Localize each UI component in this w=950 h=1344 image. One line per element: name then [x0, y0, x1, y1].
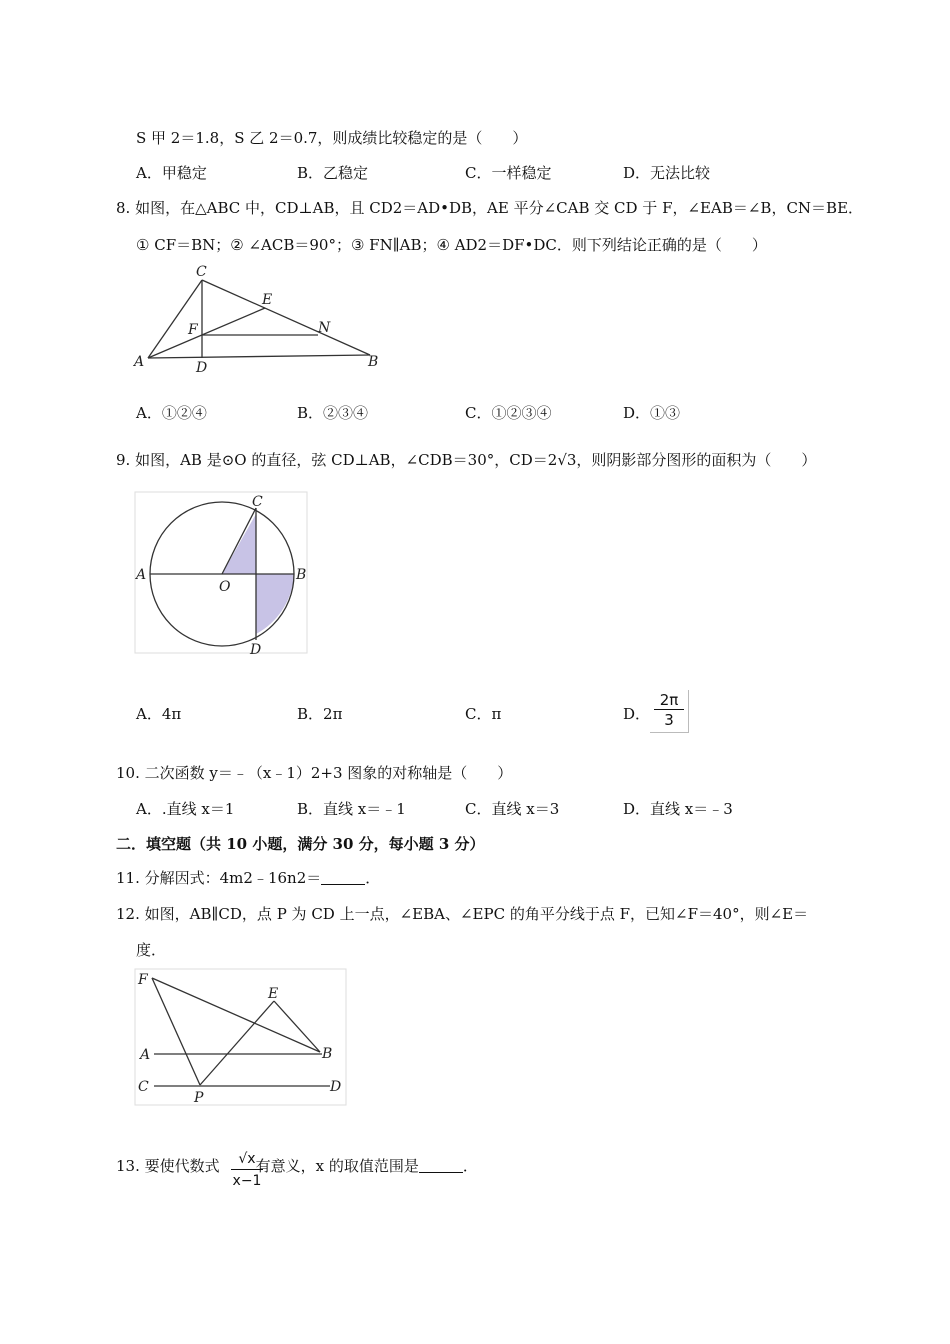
- q13-fraction-numerator: √x: [231, 1149, 263, 1170]
- q8-label-b: B: [368, 354, 379, 370]
- q7-option-c: C．一样稳定: [465, 164, 552, 182]
- q10-option-c: C．直线 x＝3: [465, 800, 560, 818]
- q10-number: 10.: [116, 764, 140, 782]
- q9-label-a: A: [136, 567, 147, 583]
- q8-segment-ab: [148, 355, 370, 358]
- q12-figure-frame: [135, 969, 346, 1105]
- q12-label-d: D: [330, 1079, 342, 1095]
- q10-stem: 二次函数 y＝﹣（x﹣1）2+3 图象的对称轴是（ ）: [144, 764, 513, 782]
- q9-shaded-sector: [256, 574, 294, 634]
- q9-figure-frame: [135, 492, 307, 653]
- q9-label-b: B: [296, 567, 307, 583]
- q13-fraction: [229, 1149, 265, 1195]
- q9-number: 9.: [116, 451, 131, 469]
- q12-label-f: F: [138, 972, 148, 988]
- q9-option-a: A．4π: [136, 705, 182, 723]
- q12-segment-pe: [200, 1001, 274, 1085]
- q13-answer-blank: [419, 1158, 463, 1173]
- q12-label-a: A: [140, 1047, 151, 1063]
- q8-stem-line1: 如图，在△ABC 中，CD⊥AB，且 CD2＝AD•DB，AE 平分∠CAB 交 CD 于 F，∠EAB＝∠B，CN＝BE．: [135, 199, 864, 217]
- q8-label-e: E: [262, 292, 273, 308]
- q8-triangle-figure: [130, 262, 390, 377]
- q12-segment-eb: [274, 1001, 320, 1052]
- q13-stem-before: 要使代数式: [144, 1157, 220, 1175]
- q8-label-n: N: [318, 320, 331, 336]
- q12-label-b: B: [322, 1046, 333, 1062]
- q12-parallel-figure: [134, 968, 348, 1108]
- q9-option-d-fraction: [650, 690, 689, 733]
- q11-number: 11.: [116, 869, 140, 887]
- q13-tail: ．: [462, 1157, 478, 1175]
- q13-stem-after: 有意义，x 的取值范围是: [255, 1157, 419, 1175]
- q11-tail: ．: [365, 869, 381, 887]
- q13-number: 13.: [116, 1157, 140, 1175]
- q9-line: [116, 450, 816, 470]
- q12-label-p: P: [194, 1090, 204, 1106]
- q12-segment-fp: [152, 978, 200, 1085]
- q8-number: 8.: [116, 199, 131, 217]
- q10-option-d: D．直线 x＝﹣3: [623, 800, 733, 818]
- q9-option-c: C．π: [465, 705, 502, 723]
- q11-stem: 分解因式：4m2﹣16n2＝: [144, 869, 322, 887]
- q7-stem-tail: [136, 128, 527, 148]
- q9-option-b: B．2π: [297, 705, 343, 723]
- q9-label-d: D: [250, 642, 262, 656]
- q9-option-d: D．: [623, 705, 651, 723]
- q9-label-c: C: [252, 494, 263, 510]
- q12-label-c: C: [138, 1079, 149, 1095]
- q8-segment-cb: [202, 280, 370, 355]
- q12-segment-fb: [152, 978, 320, 1052]
- q9-circle-figure: [134, 490, 310, 656]
- q8-option-c: C．①②③④: [465, 404, 552, 422]
- q8-label-d: D: [196, 360, 208, 376]
- q11-answer-blank: [321, 870, 365, 885]
- q8-option-a: A．①②④: [136, 404, 207, 422]
- q8-option-b: B．②③④: [297, 404, 369, 422]
- q8-line1: [116, 198, 863, 218]
- q7-option-b: B．乙稳定: [297, 164, 369, 182]
- q10-option-a: A．.直线 x＝1: [136, 800, 235, 818]
- q12-line1: [116, 904, 808, 924]
- q7-option-a: A．甲稳定: [136, 164, 207, 182]
- q8-label-c: C: [196, 264, 207, 280]
- q8-label-a: A: [134, 354, 145, 370]
- q9-fraction-numerator: 2π: [654, 691, 684, 710]
- q12-line2: 度．: [136, 941, 167, 959]
- q9-label-o: O: [219, 579, 231, 595]
- q9-stem: 如图，AB 是⊙O 的直径，弦 CD⊥AB，∠CDB＝30°，CD＝2√3，则阴影部分图形的面积为（ ）: [135, 451, 817, 469]
- q12-number: 12.: [116, 905, 140, 923]
- q7-stem-text: S 甲 2＝1.8，S 乙 2＝0.7，则成绩比较稳定的是（ ）: [136, 129, 528, 147]
- q8-option-d: D．①③: [623, 404, 681, 422]
- q13-fraction-denominator: x−1: [232, 1173, 262, 1189]
- q12-stem-line1: 如图，AB∥CD，点 P 为 CD 上一点，∠EBA、∠EPC 的角平分线于点 F，已知∠F＝40°，则∠E＝: [144, 905, 809, 923]
- q11-line: [116, 868, 380, 888]
- q7-option-d: D．无法比较: [623, 164, 711, 182]
- section2-title: 二．填空题（共 10 小题，满分 30 分，每小题 3 分）: [116, 835, 485, 853]
- q10-line: [116, 763, 512, 783]
- q12-label-e: E: [268, 986, 279, 1002]
- q8-label-f: F: [188, 322, 198, 338]
- q8-line2: ① CF＝BN；② ∠ACB＝90°；③ FN∥AB；④ AD2＝DF•DC．则下列结论正确的是（ ）: [136, 236, 767, 254]
- q10-option-b: B．直线 x＝﹣1: [297, 800, 406, 818]
- q9-fraction-denominator: 3: [664, 711, 674, 729]
- q13-line: [116, 1156, 478, 1176]
